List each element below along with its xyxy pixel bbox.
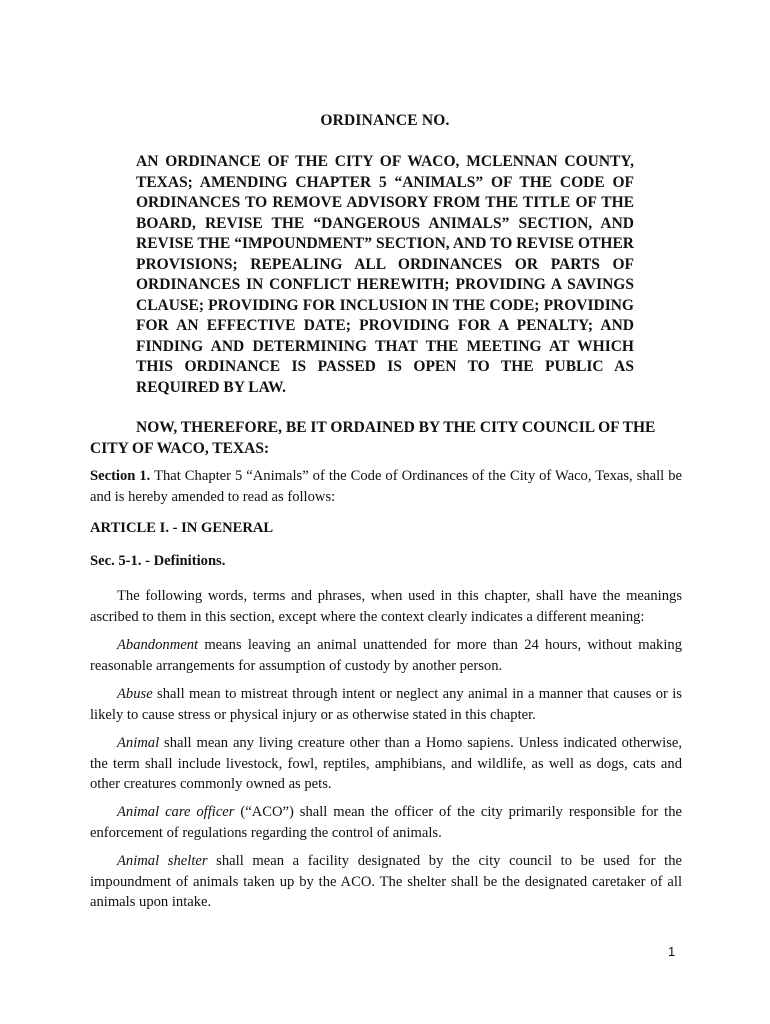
definition-term: Animal care officer — [117, 804, 235, 820]
definition-abuse — [90, 684, 682, 725]
definition-text: shall mean to mistreat through intent or neglect any animal in a manner that causes or is likely to cause stress or physical injury or as otherwise stated in this chapter. — [90, 686, 682, 723]
enacting-clause: NOW, THEREFORE, BE IT ORDAINED BY THE CITY COUNCIL OF THE CITY OF WACO, TEXAS: — [90, 419, 656, 457]
definitions-intro: The following words, terms and phrases, when used in this chapter, shall have the meanings ascribed to them in this section, except where the context clearly indicates a different meaning: — [90, 588, 682, 625]
definition-text: (“ACO”) shall mean the officer of the city primarily responsible for the enforcement of regulations regarding the control of animals. — [90, 804, 682, 841]
article-heading: ARTICLE I. - IN GENERAL — [90, 520, 274, 536]
definition-term: Abandonment — [117, 637, 199, 653]
definition-animal-care-officer — [90, 802, 682, 843]
definition-text: shall mean any living creature other than a Homo sapiens. Unless indicated otherwise, the term shall include livestock, fowl, reptiles, amphibians, and wildlife, as well as dogs, cats and other creatures commonly owned as pets. — [90, 735, 682, 792]
ordinance-title: ORDINANCE NO. — [320, 112, 450, 129]
section-1-label: Section 1. — [90, 468, 151, 484]
definition-animal-shelter — [90, 851, 682, 913]
definition-term: Abuse — [117, 686, 153, 702]
section-1-paragraph — [90, 466, 682, 507]
definition-term: Animal — [117, 735, 160, 751]
definition-abandonment — [90, 635, 682, 676]
definition-text: means leaving an animal unattended for more than 24 hours, without making reasonable arrangements for assumption of custody by another person. — [90, 637, 682, 674]
section-1-text: That Chapter 5 “Animals” of the Code of Ordinances of the City of Waco, Texas, shall be and is hereby amended to read as follows: — [90, 468, 683, 505]
definition-term: Animal shelter — [117, 853, 208, 869]
definition-text: shall mean a facility designated by the city council to be used for the impoundment of animals taken up by the ACO. The shelter shall be the designated caretaker of all animals upon intake. — [90, 853, 682, 910]
page-number: 1 — [668, 944, 676, 959]
section-heading: Sec. 5-1. - Definitions. — [90, 553, 226, 569]
ordinance-caption: AN ORDINANCE OF THE CITY OF WACO, MCLENNAN COUNTY, TEXAS; AMENDING CHAPTER 5 “ANIMALS” OF THE CODE OF ORDINANCES TO REMOVE ADVISORY FROM THE TITLE OF THE BOARD, REVISE THE “DANGEROUS ANIMALS” SECTION, AND REVISE THE “IMPOUNDMENT” SECTION, AND TO REVISE OTHER PROVISIONS; REPEALING ALL ORDINANCES OR PARTS OF ORDINANCES IN CONFLICT HEREWITH; PROVIDING A SAVINGS CLAUSE; PROVIDING FOR INCLUSION IN THE CODE; PROVIDING FOR AN EFFECTIVE DATE; PROVIDING FOR A PENALTY; AND FINDING AND DETERMINING THAT THE MEETING AT WHICH THIS ORDINANCE IS PASSED IS OPEN TO THE PUBLIC AS REQUIRED BY LAW. — [136, 153, 634, 396]
definition-animal — [90, 733, 682, 795]
